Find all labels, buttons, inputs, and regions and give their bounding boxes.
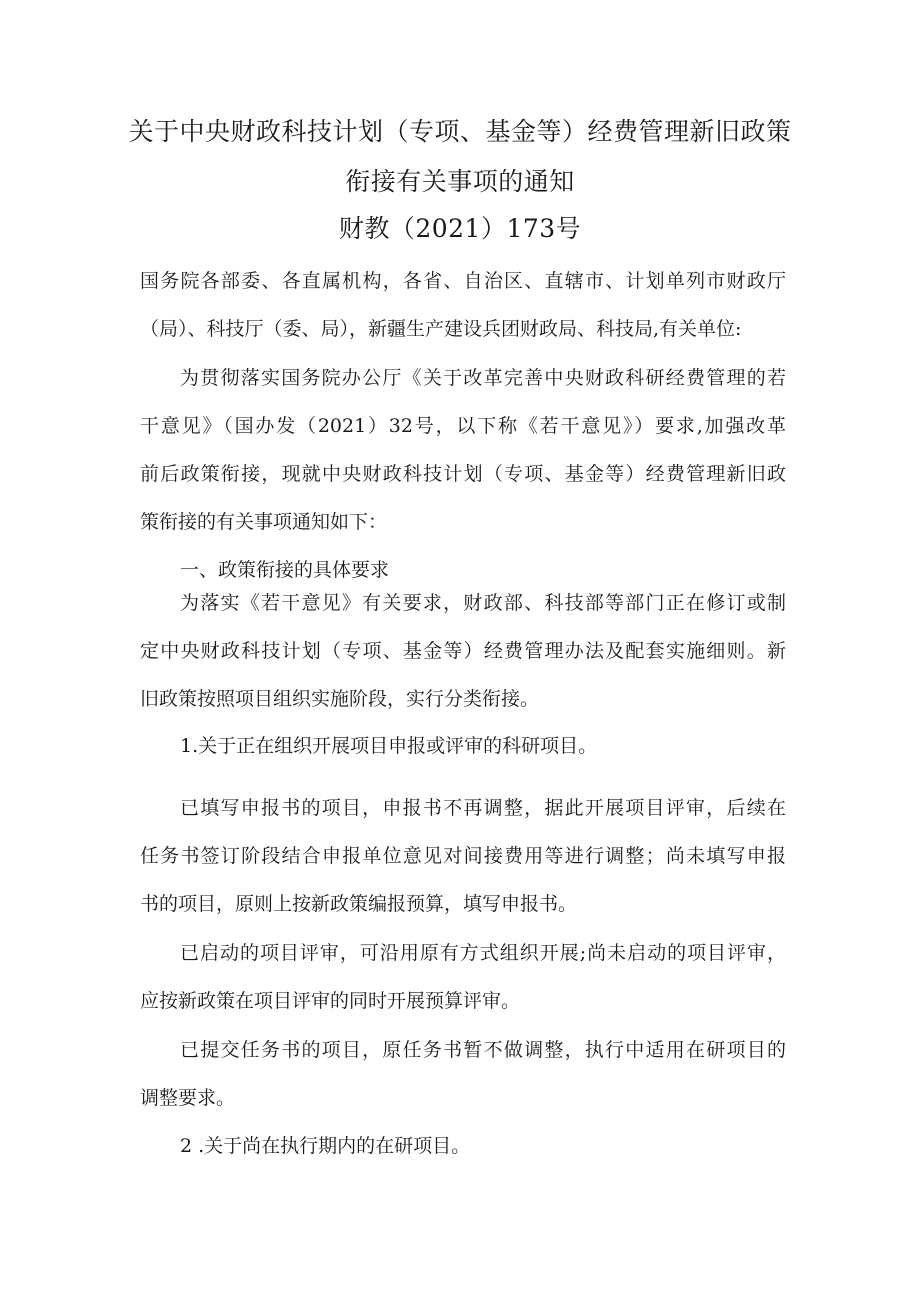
addressee-line-2: （局）、科技厅（委、局），新疆生产建设兵团财政局、科技局,有关单位:	[140, 318, 742, 340]
item-1-para-1-line-3: 书的项目，原则上按新政策编报预算，填写申报书。	[140, 893, 578, 915]
intro-line-4: 策衔接的有关事项通知如下：	[140, 511, 388, 533]
section-1-line-3: 旧政策按照项目组织实施阶段，实行分类衔接。	[140, 688, 540, 710]
intro-line-3: 前后政策衔接，现就中央财政科技计划（专项、基金等）经费管理新旧政	[140, 463, 786, 485]
section-1-line-1: 为落实《若干意见》有关要求，财政部、科技部等部门正在修订或制	[180, 592, 786, 614]
item-1-para-3-line-2: 调整要求。	[140, 1087, 236, 1109]
document-title-line-2: 衔接有关事项的通知	[345, 167, 575, 196]
item-1-para-2-line-1: 已启动的项目评审，可沿用原有方式组织开展;尚未启动的项目评审，	[180, 942, 786, 964]
addressee-line-1: 国务院各部委、各直属机构，各省、自治区、直辖市、计划单列市财政厅	[140, 270, 786, 292]
item-1-para-1-line-1: 已填写申报书的项目，申报书不再调整，据此开展项目评审，后续在	[180, 797, 786, 819]
item-1-para-1-line-2: 任务书签订阶段结合申报单位意见对间接费用等进行调整；尚未填写申报	[140, 845, 786, 867]
section-1-line-2: 定中央财政科技计划（专项、基金等）经费管理办法及配套实施细则。新	[140, 640, 786, 662]
section-1-heading: 一、政策衔接的具体要求	[180, 559, 390, 581]
item-1-para-3-line-1: 已提交任务书的项目，原任务书暂不做调整，执行中适用在研项目的	[180, 1039, 786, 1061]
intro-line-2: 干意见》（国办发（2021）32号，以下称《若干意见》）要求,加强改革	[140, 415, 786, 437]
document-number: 财教（2021）173号	[338, 214, 582, 243]
document-title-line-1: 关于中央财政科技计划（专项、基金等）经费管理新旧政策	[128, 117, 792, 146]
item-1-heading: 1.关于正在组织开展项目申报或评审的科研项目。	[180, 735, 598, 757]
item-2-heading: 2 .关于尚在执行期内的在研项目。	[180, 1135, 471, 1157]
intro-line-1: 为贯彻落实国务院办公厅《关于改革完善中央财政科研经费管理的若	[180, 367, 786, 389]
item-1-para-2-line-2: 应按新政策在项目评审的同时开展预算评审。	[140, 990, 521, 1012]
